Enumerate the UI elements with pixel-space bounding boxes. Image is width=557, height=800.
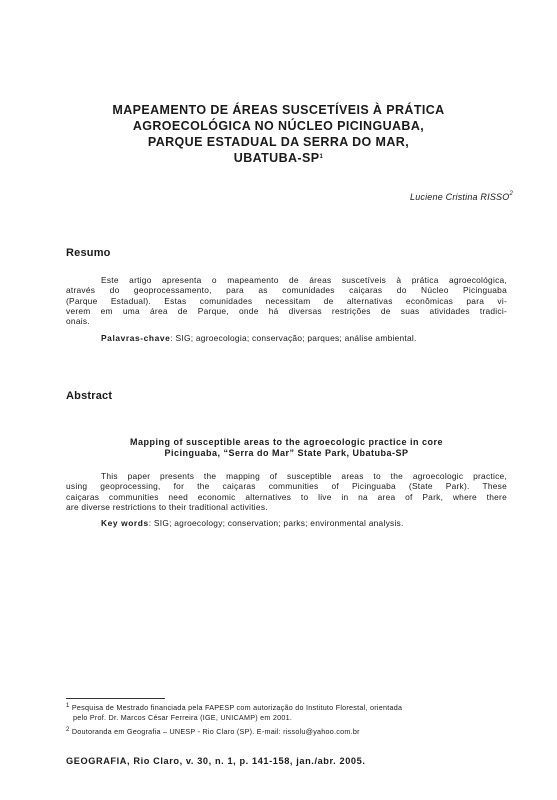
footnote-1 <box>66 703 402 722</box>
footnote-separator <box>66 698 165 699</box>
abstract-line: caiçaras communities need economic alternatives to live in na area of Park, where there <box>66 491 507 502</box>
abstract-heading: Abstract <box>66 390 113 402</box>
abstract-title-line: Picinguaba, “Serra do Mar” State Park, Ubatuba-SP <box>164 448 409 458</box>
footnote-2 <box>66 727 360 737</box>
abstract-title-line: Mapping of susceptible areas to the agroecologic practice in core <box>129 437 444 447</box>
resumo-body <box>66 275 507 326</box>
title-line: PARQUE ESTADUAL DA SERRA DO MAR, <box>147 135 410 149</box>
resumo-line: verem em uma área de Parque, onde há diversas restrições de suas atividades tradici- <box>66 305 507 316</box>
title-line: AGROECOLÓGICA NO NÚCLEO PICINGUABA, <box>132 119 425 133</box>
resumo-heading: Resumo <box>66 247 111 259</box>
resumo-line: onais. <box>66 316 90 327</box>
keywords-text: : SIG; agroecologia; conservação; parques; análise ambiental. <box>170 333 417 343</box>
paper-title <box>60 102 497 166</box>
keywords-text: : SIG; agroecology; conservation; parks; environmental analysis. <box>148 518 404 528</box>
abstract-line: are diverse restrictions to their traditional activities. <box>66 501 268 512</box>
abstract-line: This paper presents the mapping of susceptible areas to the agroecologic practice, <box>101 471 507 481</box>
footnote-line: $^2$ Doutoranda em Geografia – UNESP - Rio Claro (SP). E-mail: rissolu@yahoo.com.br <box>66 727 360 736</box>
abstract-line: using geoprocessing, for the caiçaras communities of Picinguaba (State Park). These <box>66 481 507 492</box>
footnote-line: pelo Prof. Dr. Marcos César Ferreira (IGE, UNICAMP) em 2001. <box>73 712 293 722</box>
journal-reference: GEOGRAFIA, Rio Claro, v. 30, n. 1, p. 141-158, jan./abr. 2005. <box>66 756 366 766</box>
keywords-label: Key words <box>101 518 149 528</box>
resumo-keywords <box>101 333 417 343</box>
title-footnote-marker: 1 <box>319 154 324 160</box>
resumo-line: (Parque Estadual). Estas comunidades necessitam de alternativas econômicas para vi- <box>66 295 507 306</box>
keywords-label: Palavras-chave <box>101 333 171 343</box>
author-footnote-marker: 2 <box>509 191 513 197</box>
resumo-line: através do geoprocessamento, para as comunidades caiçaras do Núcleo Picinguaba <box>66 285 507 296</box>
footnote-marker: 1 <box>66 703 70 709</box>
abstract-keywords <box>101 518 404 528</box>
author-name: Luciene Cristina RISSO$^2$ <box>410 191 513 202</box>
abstract-body <box>66 471 507 512</box>
abstract-title <box>66 437 507 459</box>
title-line: MAPEAMENTO DE ÁREAS SUSCETÍVEIS À PRÁTICA <box>112 103 445 117</box>
footnote-marker: 2 <box>66 727 70 733</box>
title-line: UBATUBA-$SP^1$ <box>233 151 324 165</box>
resumo-line: Este artigo apresenta o mapeamento de áreas suscetíveis à prática agroecológica, <box>101 275 507 285</box>
footnote-line: $^1$ Pesquisa de Mestrado financiada pela FAPESP com autorização do Instituto Florestal, orientada <box>66 703 403 712</box>
